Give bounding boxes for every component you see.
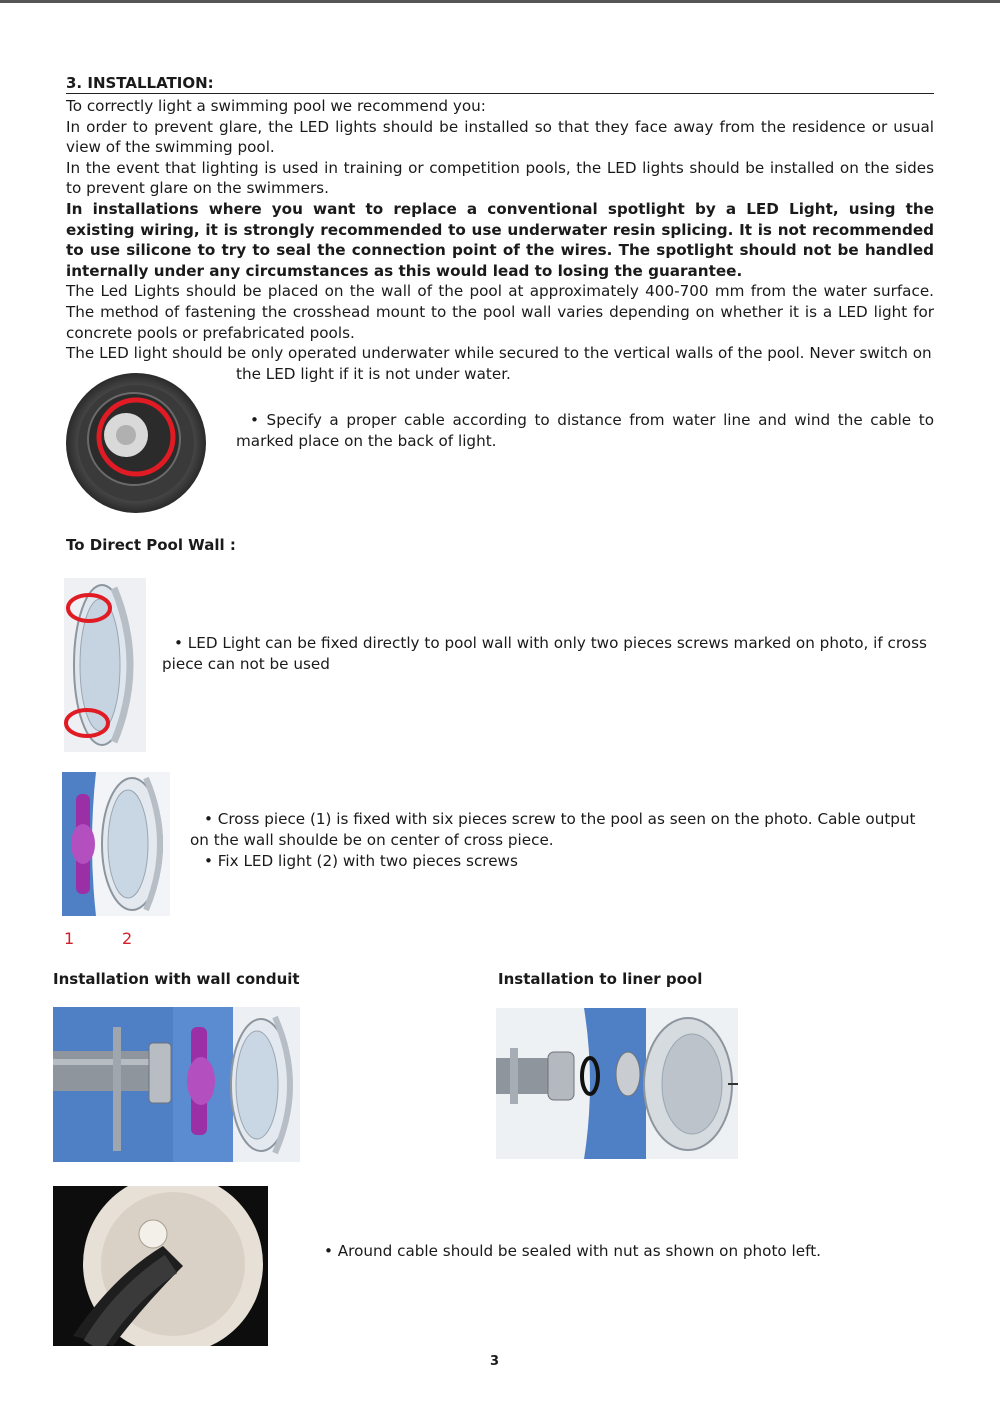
paragraph: The Led Lights should be placed on the wall of the pool at approximately 400-700 mm from the water surface. The method of fastening the crosshead mount to the pool wall varies depending on whether it is a LED light for concrete pools or prefabricated pools. — [66, 282, 934, 342]
paragraph: In the event that lighting is used in training or competition pools, the LED lights should be installed on the sides to prevent glare on the swimmers. — [66, 158, 934, 198]
paragraph: The LED light should be only operated underwater while secured to the vertical walls of the pool. Never switch on — [66, 344, 932, 363]
paragraph: To correctly light a swimming pool we recommend you: — [66, 97, 486, 115]
installation-text — [66, 96, 934, 364]
light-side-photo — [64, 578, 146, 752]
paragraph-continuation: the LED light if it is not under water. — [236, 365, 511, 383]
paragraph: In order to prevent glare, the LED lights should be installed so that they face away from the residence or usual view of the swimming pool. — [66, 117, 934, 157]
cross-piece-note: • Cross piece (1) is fixed with six pieces screw to the pool as seen on the photo. Cable output on the wall shoulde be on center of cross piece. — [190, 810, 916, 849]
cable-seal-photo — [53, 1186, 268, 1346]
liner-pool-photo — [496, 1008, 738, 1159]
section-heading: 3. INSTALLATION: — [66, 74, 934, 94]
label-cross-piece: 1 — [64, 929, 75, 948]
seal-note: • Around cable should be sealed with nut as shown on photo left. — [324, 1242, 821, 1260]
page-top-border — [0, 0, 1000, 3]
cable-note: • Specify a proper cable according to distance from water line and wind the cable to marked place on the back of light. — [236, 411, 934, 450]
wall-conduit-heading: Installation with wall conduit — [53, 970, 300, 988]
liner-pool-heading: Installation to liner pool — [498, 970, 703, 988]
page-number: 3 — [490, 1354, 500, 1369]
direct-wall-note: • LED Light can be fixed directly to pool wall with only two pieces screws marked on photo, if cross piece can not be used — [162, 634, 927, 673]
direct-wall-heading: To Direct Pool Wall : — [66, 536, 236, 554]
wall-conduit-photo — [53, 1007, 300, 1162]
label-led-light: 2 — [122, 929, 133, 948]
cross-piece-photo — [62, 772, 170, 916]
fix-light-note: • Fix LED light (2) with two pieces screws — [204, 852, 518, 870]
light-back-photo — [64, 371, 210, 515]
paragraph-warning: In installations where you want to replace a conventional spotlight by a LED Light, using the existing wiring, it is strongly recommended to use underwater resin splicing. It is not recommended to use silicone to try to seal the connection point of the wires. The spotlight should not be handled internally under any circumstances as this would lead to losing the guarantee. — [66, 199, 934, 280]
